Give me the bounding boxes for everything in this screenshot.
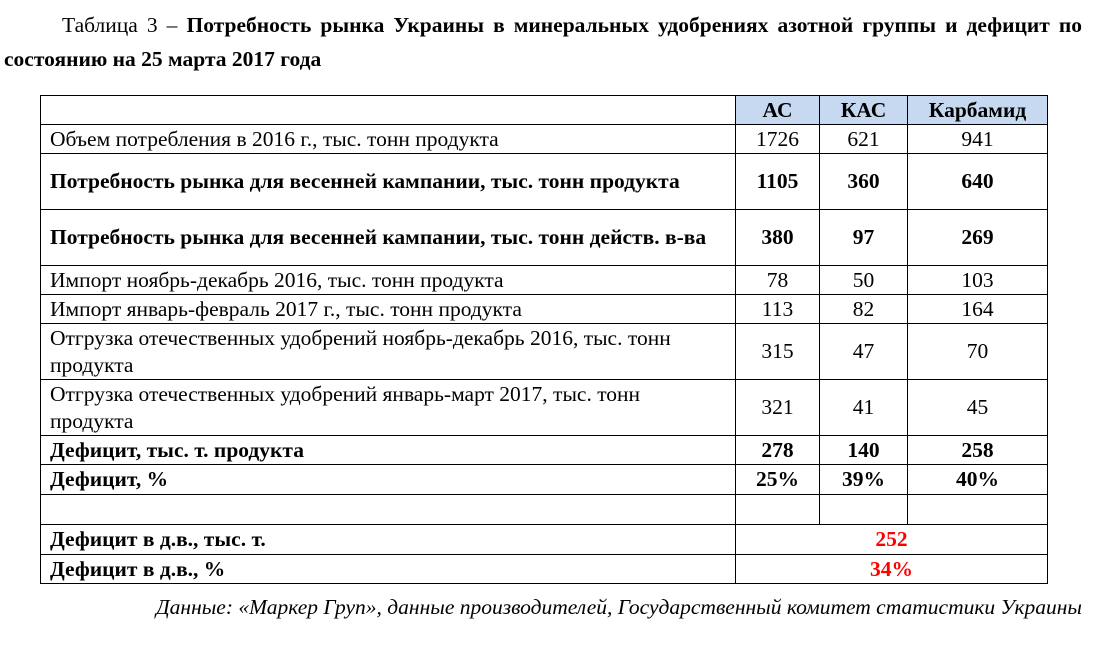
table-row bbox=[41, 210, 1048, 266]
empty-cell bbox=[820, 495, 908, 525]
total-value: 34% bbox=[736, 555, 1048, 584]
fertilizer-table bbox=[40, 95, 1048, 584]
row-label: Дефицит, тыс. т. продукта bbox=[41, 436, 736, 465]
cell-kas: 41 bbox=[820, 380, 908, 436]
cell-karbamid: 640 bbox=[908, 154, 1048, 210]
cell-as: 315 bbox=[736, 324, 820, 380]
total-row bbox=[41, 555, 1048, 584]
row-label: Дефицит, % bbox=[41, 465, 736, 495]
cell-as: 278 bbox=[736, 436, 820, 465]
cell-kas: 97 bbox=[820, 210, 908, 266]
cell-as: 321 bbox=[736, 380, 820, 436]
cell-karbamid: 70 bbox=[908, 324, 1048, 380]
row-label: Импорт январь-февраль 2017 г., тыс. тонн продукта bbox=[41, 295, 736, 324]
total-label: Дефицит в д.в., тыс. т. bbox=[41, 525, 736, 555]
table-row bbox=[41, 465, 1048, 495]
total-label: Дефицит в д.в., % bbox=[41, 555, 736, 584]
row-label: Импорт ноябрь-декабрь 2016, тыс. тонн продукта bbox=[41, 266, 736, 295]
column-header-as: АС bbox=[736, 96, 820, 125]
column-header-karbamid: Карбамид bbox=[908, 96, 1048, 125]
cell-kas: 50 bbox=[820, 266, 908, 295]
header-blank-cell bbox=[41, 96, 736, 125]
cell-kas: 39% bbox=[820, 465, 908, 495]
cell-karbamid: 103 bbox=[908, 266, 1048, 295]
total-row bbox=[41, 525, 1048, 555]
cell-as: 1726 bbox=[736, 125, 820, 154]
table-row bbox=[41, 125, 1048, 154]
row-label: Отгрузка отечественных удобрений ноябрь-декабрь 2016, тыс. тонн продукта bbox=[41, 324, 736, 380]
row-label: Объем потребления в 2016 г., тыс. тонн продукта bbox=[41, 125, 736, 154]
table-row bbox=[41, 324, 1048, 380]
cell-karbamid: 40% bbox=[908, 465, 1048, 495]
cell-karbamid: 164 bbox=[908, 295, 1048, 324]
table-caption bbox=[4, 8, 1082, 76]
table-row bbox=[41, 380, 1048, 436]
cell-kas: 82 bbox=[820, 295, 908, 324]
empty-cell bbox=[41, 495, 736, 525]
table-row bbox=[41, 154, 1048, 210]
cell-kas: 47 bbox=[820, 324, 908, 380]
table-row bbox=[41, 266, 1048, 295]
cell-karbamid: 45 bbox=[908, 380, 1048, 436]
column-header-kas: КАС bbox=[820, 96, 908, 125]
cell-as: 1105 bbox=[736, 154, 820, 210]
empty-cell bbox=[736, 495, 820, 525]
total-value: 252 bbox=[736, 525, 1048, 555]
cell-karbamid: 258 bbox=[908, 436, 1048, 465]
empty-row bbox=[41, 495, 1048, 525]
cell-kas: 360 bbox=[820, 154, 908, 210]
caption-title: Потребность рынка Украины в минеральных удобрениях азотной группы и дефицит по состоянию на 25 марта 2017 года bbox=[4, 13, 1083, 71]
source-note: Данные: «Маркер Груп», данные производителей, Государственный комитет статистики Украины bbox=[155, 595, 1082, 619]
cell-karbamid: 941 bbox=[908, 125, 1048, 154]
cell-karbamid: 269 bbox=[908, 210, 1048, 266]
table-row bbox=[41, 436, 1048, 465]
row-label: Отгрузка отечественных удобрений январь-март 2017, тыс. тонн продукта bbox=[41, 380, 736, 436]
cell-as: 78 bbox=[736, 266, 820, 295]
cell-as: 380 bbox=[736, 210, 820, 266]
cell-as: 113 bbox=[736, 295, 820, 324]
cell-as: 25% bbox=[736, 465, 820, 495]
cell-kas: 621 bbox=[820, 125, 908, 154]
empty-cell bbox=[908, 495, 1048, 525]
table-row bbox=[41, 295, 1048, 324]
table-header-row bbox=[41, 96, 1048, 125]
row-label: Потребность рынка для весенней кампании, тыс. тонн продукта bbox=[41, 154, 736, 210]
cell-kas: 140 bbox=[820, 436, 908, 465]
row-label: Потребность рынка для весенней кампании, тыс. тонн действ. в-ва bbox=[41, 210, 736, 266]
caption-prefix: Таблица 3 – bbox=[62, 13, 187, 37]
